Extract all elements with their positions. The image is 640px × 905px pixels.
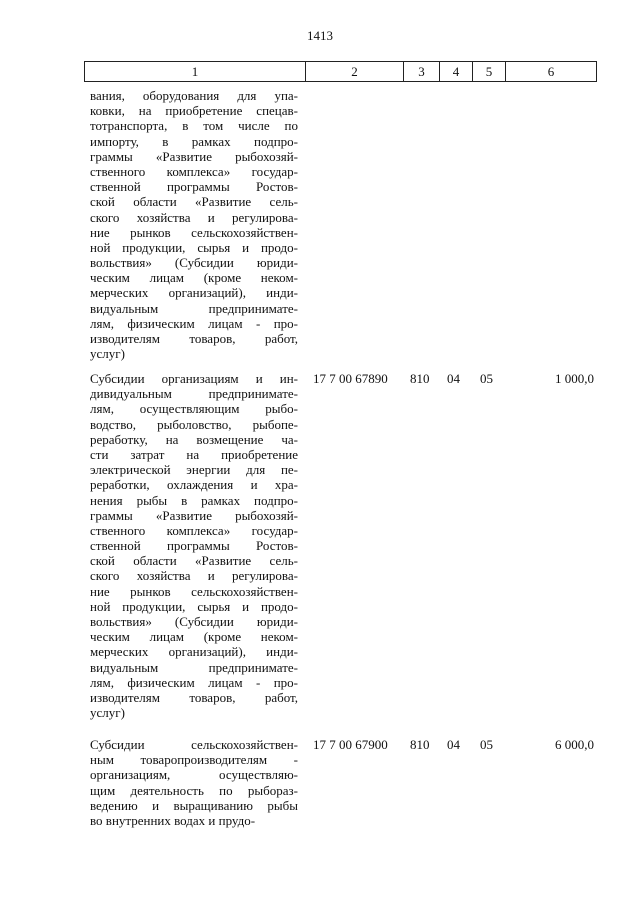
description-line: во внутренних водах и прудо- [90,812,256,828]
header-col-5: 5 [473,62,506,82]
description-line: реработку, на возмещение ча- [90,431,298,447]
description-line: ской области «Развитие сель- [90,553,298,569]
description-line: реработки, охлаждения и хра- [90,477,298,493]
header-col-6: 6 [506,62,597,82]
amount: 1 000,0 [555,371,594,386]
description-line: ной продукции, сырья и продо- [90,239,298,255]
description-line: ведению и выращиванию рыбы [90,797,298,813]
description-line: сти затрат на приобретение [90,446,298,462]
description-line: ского хозяйства и регулирова- [90,209,298,225]
description-line: ственного комплекса» государ- [90,522,298,538]
page-number: 1413 [307,28,333,43]
description-line: нения рыбы в рамках подпро- [90,492,298,508]
description-line: изводителям товаров, работ, [90,689,298,705]
target-code: 17 7 00 67900 [313,737,388,752]
description-line: тотранспорта, в том числе по [90,118,298,134]
description-line: Субсидии сельскохозяйствен- [90,737,298,752]
description-line: ческим лицам (кроме неком- [90,270,298,286]
description-line: лям, физическим лицам - про- [90,674,298,690]
subsection: 05 [480,737,493,752]
description-line: граммы «Развитие рыбохозяй- [90,507,298,523]
description-line: граммы «Развитие рыбохозяй- [90,148,298,164]
description-line: электрической энергии для пе- [90,462,298,478]
description-line: ственной программы Ростов- [90,538,298,554]
description-line: ской области «Развитие сель- [90,194,298,210]
description-line: ние рынков сельскохозяйствен- [90,224,298,240]
expense-type: 810 [410,737,430,752]
description-line: дивидуальным предпринимате- [90,386,298,402]
description-line: ной продукции, сырья и продо- [90,598,298,614]
row-description [90,371,298,720]
description-line: Субсидии организациям и ин- [90,371,298,386]
description-line: ского хозяйства и регулирова- [90,568,298,584]
header-col-3: 3 [404,62,440,82]
description-line: вольствия» (Субсидии юриди- [90,614,298,629]
description-line: ковки, на приобретение спецав- [90,103,298,119]
description-line: ственной программы Ростов- [90,179,298,195]
section: 04 [447,371,460,386]
description-line: ным товаропроизводителям - [90,752,298,768]
description-line: ственного комплекса» государ- [90,163,298,179]
description-line: вания, оборудования для упа- [90,88,298,103]
expense-type: 810 [410,371,430,386]
description-line: мерческих организаций), инди- [90,644,298,660]
description-line: услуг) [90,705,125,721]
row-description [90,737,298,828]
column-header-table [84,61,597,82]
description-line: лям, осуществляющим рыбо- [90,401,298,417]
description-line: импорту, в рамках подпро- [90,133,298,149]
description-line: видуальным предпринимате- [90,300,298,316]
row-description [90,88,298,361]
header-col-2: 2 [306,62,404,82]
subsection: 05 [480,371,493,386]
description-line: вольствия» (Субсидии юриди- [90,255,298,271]
header-col-1: 1 [85,62,306,82]
amount: 6 000,0 [555,737,594,752]
description-line: лям, физическим лицам - про- [90,315,298,331]
header-col-4: 4 [440,62,473,82]
description-line: услуг) [90,346,125,362]
description-line: ние рынков сельскохозяйствен- [90,583,298,599]
description-line: ческим лицам (кроме неком- [90,629,298,645]
target-code: 17 7 00 67890 [313,371,388,386]
description-line: организациям, осуществляю- [90,767,298,783]
description-line: водство, рыболовство, рыбопе- [90,416,298,432]
description-line: изводителям товаров, работ, [90,331,298,346]
section: 04 [447,737,460,752]
description-line: видуальным предпринимате- [90,659,298,675]
description-line: мерческих организаций), инди- [90,285,298,301]
description-line: щим деятельность по рыбораз- [90,782,298,798]
